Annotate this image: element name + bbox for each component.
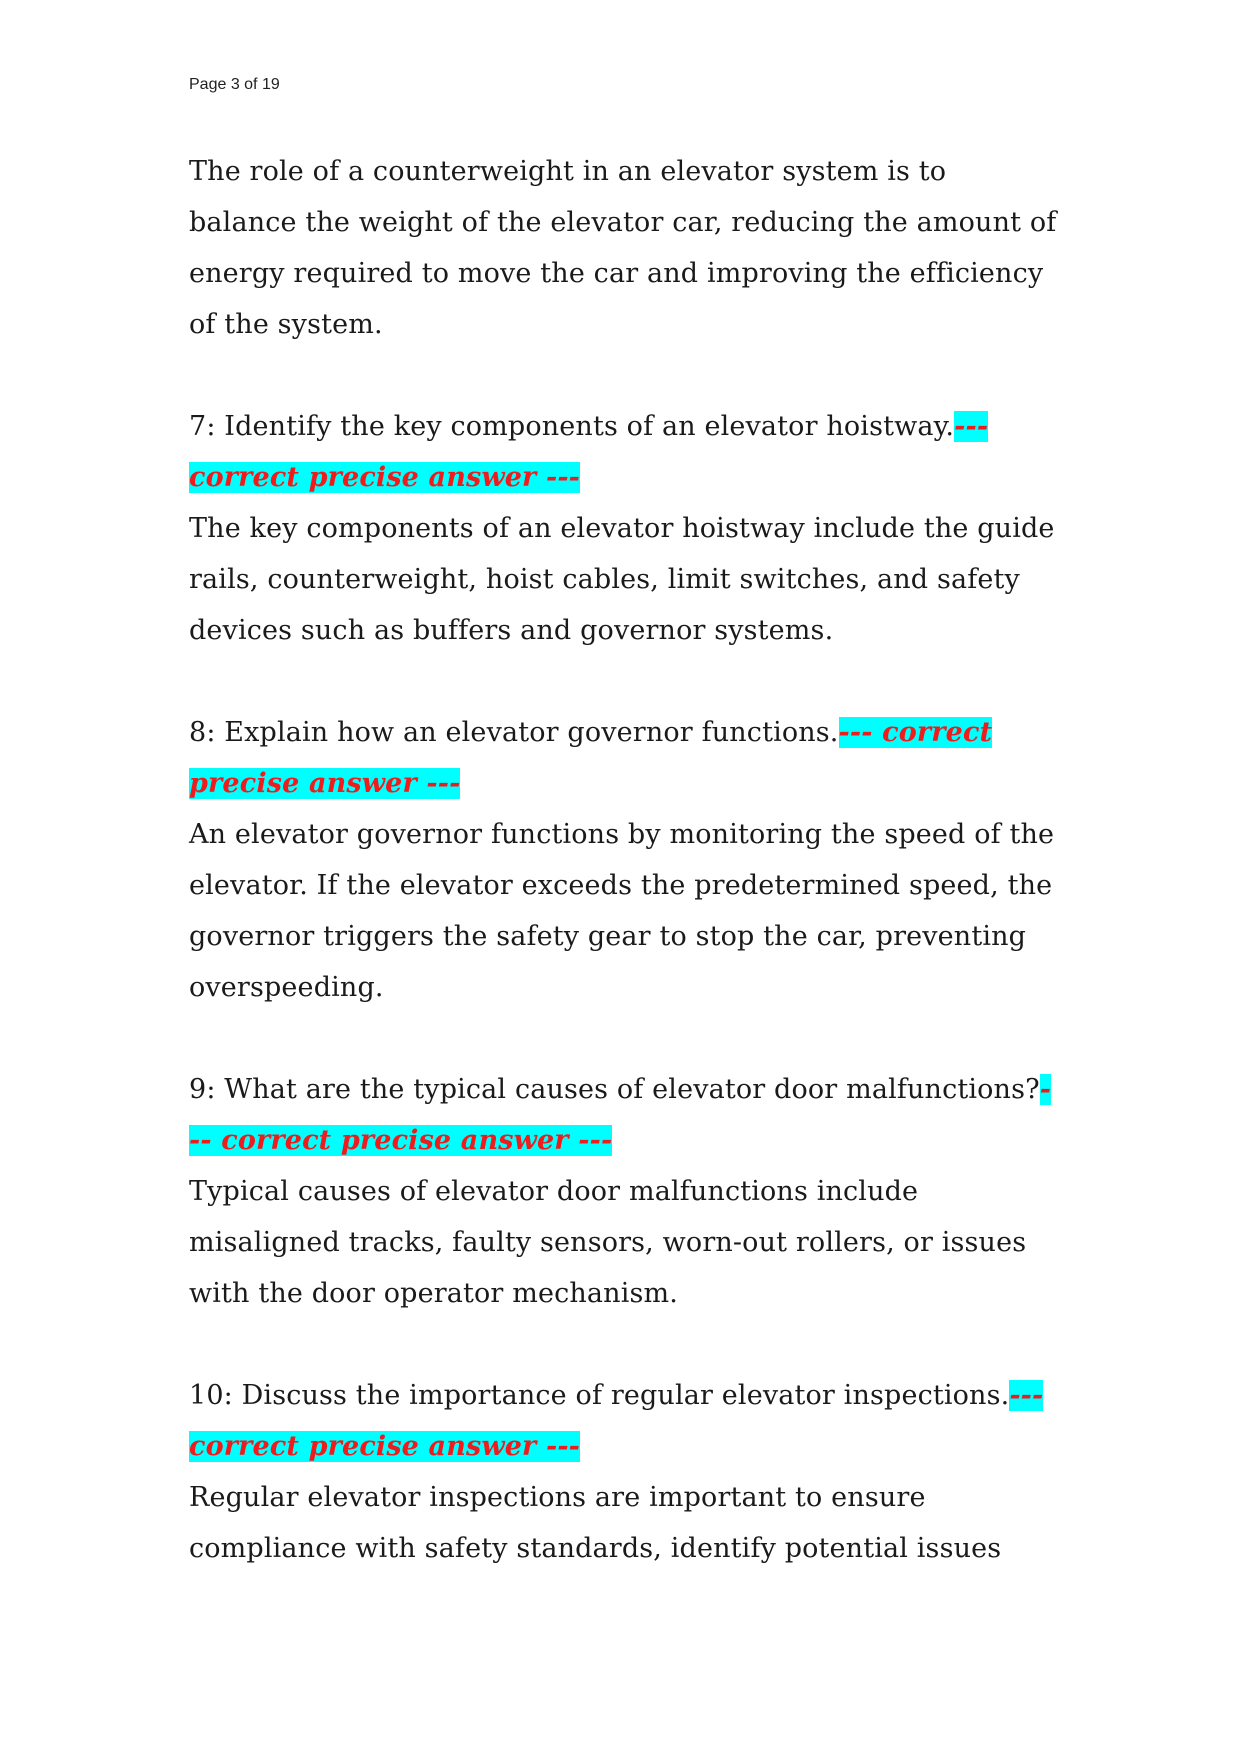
answer-line: overspeeding. [189, 972, 384, 1003]
question-7-block [189, 401, 1089, 656]
paragraph-line: balance the weight of the elevator car, reducing the amount of [189, 207, 1057, 238]
answer-line: misaligned tracks, faulty sensors, worn-out rollers, or issues [189, 1227, 1027, 1258]
answer-marker-highlight: --- [954, 411, 989, 442]
answer-marker-highlight: correct precise answer --- [189, 1431, 581, 1462]
paragraph-line: The role of a counterweight in an elevator system is to [189, 156, 947, 187]
answer-line: governor triggers the safety gear to stop the car, preventing [189, 921, 1027, 952]
answer-line: devices such as buffers and governor systems. [189, 615, 834, 646]
answer-line: compliance with safety standards, identify potential issues [189, 1533, 1002, 1564]
answer-line: Typical causes of elevator door malfunctions include [189, 1176, 919, 1207]
answer-line: elevator. If the elevator exceeds the predetermined speed, the [189, 870, 1053, 901]
answer-marker-highlight: - [1039, 1074, 1052, 1105]
question-line [189, 1370, 1089, 1421]
answer-line: Regular elevator inspections are important to ensure [189, 1482, 926, 1513]
answer-line: rails, counterweight, hoist cables, limit switches, and safety [189, 564, 1020, 595]
question-line [189, 401, 1089, 452]
answer-marker-highlight: correct precise answer --- [189, 462, 581, 493]
answer-line: with the door operator mechanism. [189, 1278, 678, 1309]
paragraph-line: of the system. [189, 309, 383, 340]
question-text: 8: Explain how an elevator governor functions. [189, 717, 839, 748]
document-body [189, 146, 1089, 1625]
question-10-block [189, 1370, 1089, 1574]
answer-line: The key components of an elevator hoistway include the guide [189, 513, 1055, 544]
question-text: 10: Discuss the importance of regular elevator inspections. [189, 1380, 1010, 1411]
question-line [189, 452, 1089, 503]
answer-marker-highlight: --- correct [838, 717, 993, 748]
paragraph-line: energy required to move the car and improving the efficiency [189, 258, 1044, 289]
question-line [189, 1064, 1089, 1115]
intro-paragraph [189, 146, 1089, 350]
answer-marker-highlight: --- [1009, 1380, 1044, 1411]
question-line [189, 758, 1089, 809]
answer-marker-highlight: -- correct precise answer --- [189, 1125, 613, 1156]
question-text: 7: Identify the key components of an elevator hoistway. [189, 411, 955, 442]
question-8-block [189, 707, 1089, 1013]
question-line [189, 707, 1089, 758]
answer-marker-highlight: precise answer --- [189, 768, 461, 799]
question-9-block [189, 1064, 1089, 1319]
question-line [189, 1421, 1089, 1472]
page-number: Page 3 of 19 [189, 76, 280, 93]
question-line [189, 1115, 1089, 1166]
answer-line: An elevator governor functions by monitoring the speed of the [189, 819, 1055, 850]
question-text: 9: What are the typical causes of elevator door malfunctions? [189, 1074, 1040, 1105]
